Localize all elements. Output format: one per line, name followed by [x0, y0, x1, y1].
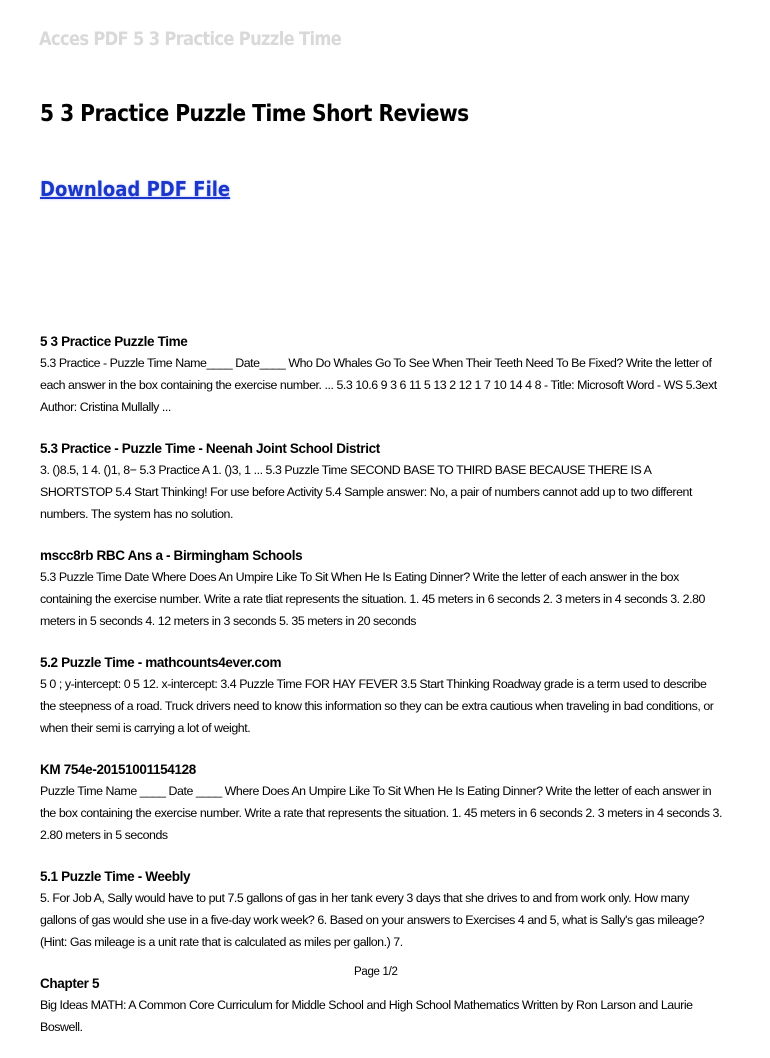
review-entry-text: 5. For Job A, Sally would have to put 7.5 gallons of gas in her tank every 3 days that she drives to and from work only. How many gallons of gas would she use in a five-day work week? 6. Based on your answers to Exercises 4 and 5, what is Sally's gas mileage? (Hint: Gas mileage is a unit rate that is calculated as miles per gallon.) 7.: [40, 891, 705, 949]
review-entry-title: KM 754e-20151001154128: [40, 762, 196, 777]
review-entry: [40, 973, 722, 1038]
review-entry-title: Chapter 5: [40, 976, 100, 991]
review-entry: [40, 331, 722, 418]
review-entry-text: Big Ideas MATH: A Common Core Curriculum for Middle School and High School Mathematics Written by Ron Larson and Laurie Boswell.: [40, 998, 693, 1034]
review-entry-text: 3. ()8.5, 1 4. ()1, 8− 5.3 Practice A 1. ()3, 1 ... 5.3 Puzzle Time SECOND BASE TO THIRD BASE BECAUSE THERE IS A SHORTSTOP 5.4 Start Thinking! For use before Activity 5.4 Sample answer: No, a pair of numbers cannot add up to two different numbers. The system has no solution.: [40, 463, 692, 521]
review-entry-text: 5.3 Practice - Puzzle Time Name____ Date____ Who Do Whales Go To See When Their Teeth Need To Be Fixed? Write the letter of each answer in the box containing the exercise number. ... 5.3 10.6 9 3 6 11 5 13 2 12 1 7 10 14 4 8 - Title: Microsoft Word - WS 5.3ext Author: Cristina Mullally ...: [40, 356, 717, 414]
review-entry: [40, 866, 722, 953]
review-entry: [40, 438, 722, 525]
review-entry: [40, 652, 722, 739]
review-entry-title: 5.1 Puzzle Time - Weebly: [40, 869, 191, 884]
review-entry-text: Puzzle Time Name ____ Date ____ Where Does An Umpire Like To Sit When He Is Eating Dinner? Write the letter of each answer in the box containing the exercise number. Write a rate that represents the situation. 1. 45 meters in 6 seconds 2. 3 meters in 4 seconds 3. 2.80 meters in 5 seconds: [40, 784, 722, 842]
page-number: Page 1/2: [354, 966, 398, 978]
page-header-watermark: Acces PDF 5 3 Practice Puzzle Time: [39, 28, 342, 50]
review-entry-text: 5 0 ; y-intercept: 0 5 12. x-intercept: 3.4 Puzzle Time FOR HAY FEVER 3.5 Start Thinking Roadway grade is a term used to describe the steepness of a road. Truck drivers need to know this information so they can be extra cautious when traveling in bad conditions, or when their semi is carrying a lot of weight.: [40, 677, 714, 735]
review-entry-title: 5 3 Practice Puzzle Time: [40, 334, 188, 349]
review-entry-title: 5.2 Puzzle Time - mathcounts4ever.com: [40, 655, 282, 670]
review-entry: [40, 759, 722, 846]
review-entry-title: 5.3 Practice - Puzzle Time - Neenah Joint School District: [40, 441, 380, 456]
review-entry: [40, 545, 722, 632]
download-pdf-link[interactable]: Download PDF File: [40, 177, 231, 201]
review-entries-list: [40, 331, 722, 1058]
review-entry-text: 5.3 Puzzle Time Date Where Does An Umpire Like To Sit When He Is Eating Dinner? Write the letter of each answer in the box containing the exercise number. Write a rate tliat represents the situation. 1. 45 meters in 6 seconds 2. 3 meters in 4 seconds 3. 2.80 meters in 5 seconds 4. 12 meters in 3 seconds 5. 35 meters in 20 seconds: [40, 570, 705, 628]
review-entry-title: mscc8rb RBC Ans a - Birmingham Schools: [40, 548, 303, 563]
document-title: 5 3 Practice Puzzle Time Short Reviews: [40, 101, 469, 127]
